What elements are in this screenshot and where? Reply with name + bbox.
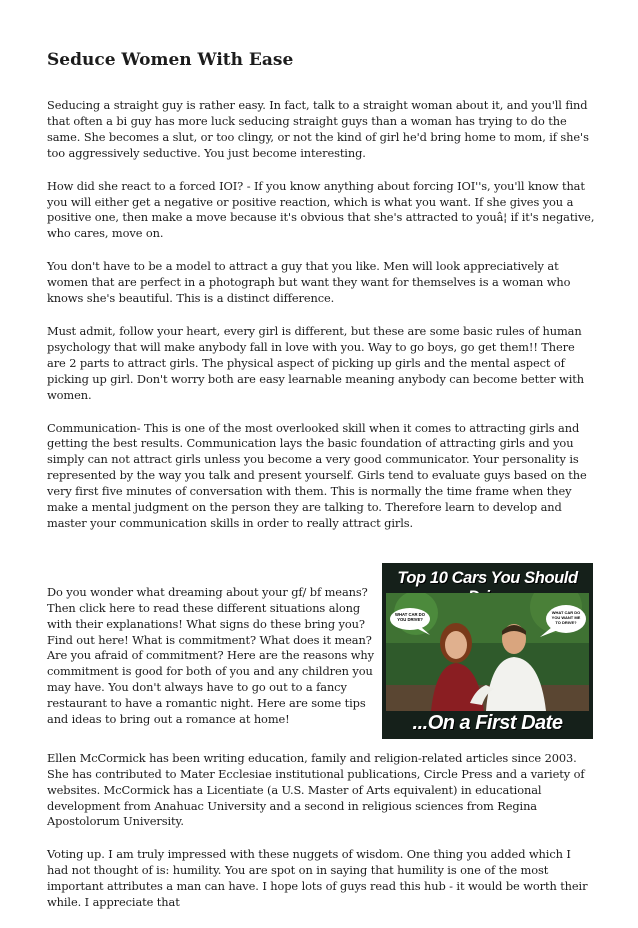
paragraph-3: You don't have to be a model to attract a guy that you like. Men will look appreciatively at women that are perfect in a photograph but want they want for themselves is a woman who knows she's beautiful. This is a distinct difference. <box>47 259 571 306</box>
svg-text:YOU WANT ME: YOU WANT ME <box>551 614 581 620</box>
comment-paragraph: Voting up. I am truly impressed with these nuggets of wisdom. One thing you added which I had not thought of is: humility. You are spot on in saying that humility is one of the most important attributes a man can have. I hope lots of guys read this hub - it would be worth their while. I appreciate that <box>47 847 588 910</box>
svg-text:WHAT CAR DO: WHAT CAR DO <box>395 611 425 617</box>
paragraph-4: Must admit, follow your heart, every girl is different, but these are some basic rules of human psychology that will make anybody fall in love with you. Way to go boys, go get them!! There are 2 parts to attract girls. The physical aspect of picking up girls and the mental aspect of picking up girl. Don't worry both are easy learnable meaning anybody can become better with women. <box>47 323 584 402</box>
svg-text:YOU DRIVE?: YOU DRIVE? <box>397 616 423 622</box>
author-bio-paragraph: Ellen McCormick has been writing education, family and religion-related articles since 2003. She has contributed to Mater Ecclesiae institutional publications, Circle Press and a variety of websites. McCormick has a Licentiate (a U.S. Master of Arts equivalent) in educational development from Anahuac University and a second in religious sciences from Regina Apostolorum University. <box>47 750 585 829</box>
paragraph-2: How did she react to a forced IOI? - If you know anything about forcing IOI''s, you'll know that you will either get a negative or positive reaction, which is what you want. If she gives you a positive one, then make a move because it's obvious that she's attracted to youâ¦ if it's negative, who cares, move on. <box>47 178 595 241</box>
first-date-cars-ad-image[interactable] <box>382 563 593 739</box>
after-section <box>47 751 595 911</box>
svg-text:WHAT CAR DO: WHAT CAR DO <box>551 609 581 615</box>
svg-text:TO DRIVE?: TO DRIVE? <box>555 619 577 625</box>
page-title: Seduce Women With Ease <box>47 50 294 70</box>
media-row <box>47 568 595 745</box>
ad-tagline: ...On a First Date <box>412 711 563 734</box>
media-paragraph: Do you wonder what dreaming about your gf/ bf means? Then click here to read these different situations along with their explanations! What signs do these bring you? Find out here! What is commitment? What does it mean? Are you afraid of commitment? Here are the reasons why commitment is good for both of you and any children you may have. You don't always have to go out to a fancy restaurant to have a romantic night. Here are some tips and ideas to bring out a romance at home! <box>47 584 374 727</box>
couple-photo <box>386 593 589 711</box>
paragraph-1: Seducing a straight guy is rather easy. In fact, talk to a straight woman about it, and you'll find that often a bi guy has more luck seducing straight guys than a woman has trying to do the same. She becomes a slut, or too clingy, or not the kind of girl he'd bring home to mom, if she's too aggressively seductive. You just become interesting. <box>47 98 589 160</box>
paragraph-5: Communication- This is one of the most overlooked skill when it comes to attracting girls and getting the best results. Communication lays the basic foundation of attracting girls and you simply can not attract girls unless you become a very good communicator. Your personality is represented by the way you talk and present yourself. Girls tend to evaluate guys based on the very first five minutes of conversation with them. This is normally the time frame when they make a mental judgment on the person they are talking to. Therefore learn to develop and master your communication skills in order to really attract girls. <box>47 420 587 530</box>
ad-headline: Top 10 Cars You Should <box>397 568 578 587</box>
document-page <box>47 48 595 928</box>
